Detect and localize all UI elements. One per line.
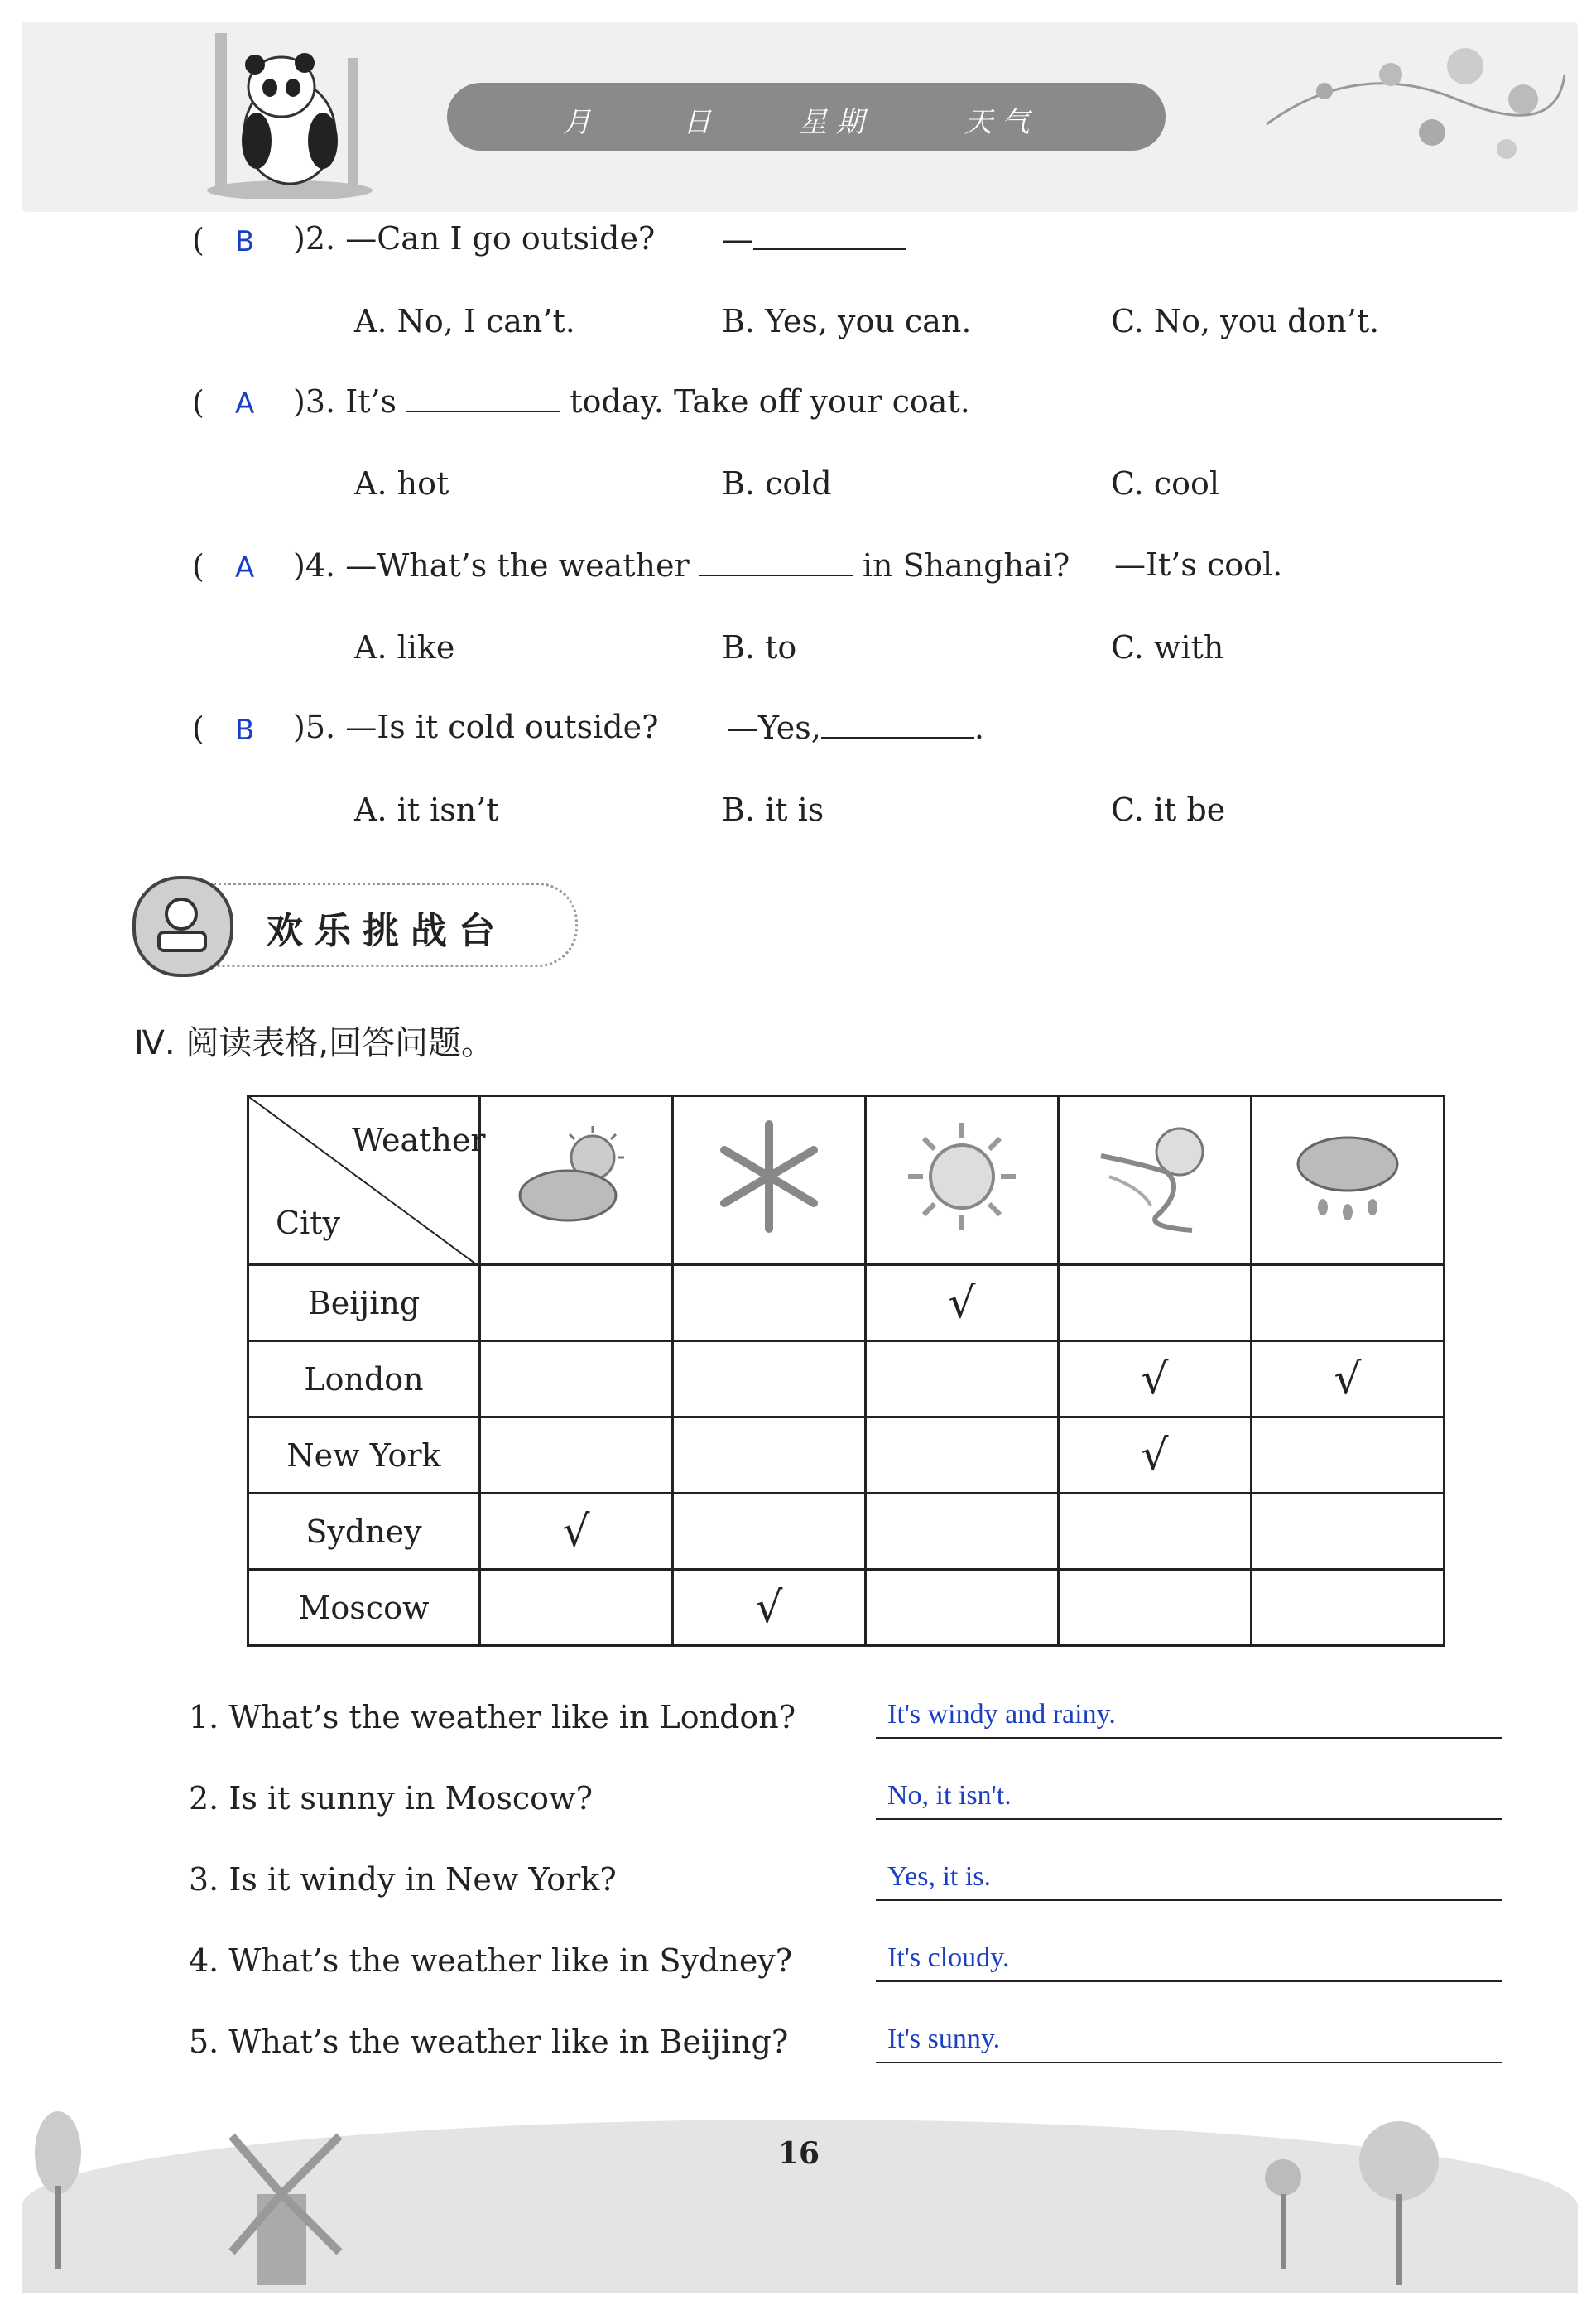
check-cell: [866, 1494, 1059, 1570]
page-number: 16: [778, 2136, 820, 2171]
answer-q5: B: [235, 714, 255, 747]
question-5-response: —Yes, .: [727, 710, 984, 746]
banner-badge: [132, 876, 233, 977]
weather-table: [247, 1095, 1445, 1647]
q3-option-a: A. hot: [354, 465, 449, 502]
q5-option-b: B. it is: [722, 792, 824, 828]
reading-question: 1. What’s the weather like in London?: [189, 1699, 796, 1735]
q3-option-c: C. cool: [1111, 465, 1220, 502]
answer-paren: (: [192, 710, 204, 747]
check-cell: [866, 1341, 1059, 1417]
check-cell: [1059, 1494, 1252, 1570]
q4-option-b: B. to: [722, 629, 797, 666]
question-4-response: —It’s cool.: [1114, 546, 1283, 583]
answer-q2: B: [235, 225, 255, 258]
table-row: [248, 1417, 1445, 1494]
answer-paren: (: [192, 548, 204, 585]
check-cell: [480, 1417, 673, 1494]
city-cell: Sydney: [248, 1494, 480, 1570]
check-cell: [673, 1265, 866, 1341]
q4-option-c: C. with: [1111, 629, 1224, 666]
check-cell: [673, 1417, 866, 1494]
weather-label: 天 气: [964, 106, 1030, 139]
corner-city-label: City: [276, 1205, 340, 1241]
reading-answer: It's windy and rainy.: [887, 1699, 1116, 1730]
footer-illustration: [33, 2103, 1565, 2293]
month-label: 月: [563, 106, 591, 139]
date-weather-bar: [447, 83, 1166, 151]
check-cell: √: [480, 1494, 673, 1570]
reading-question: 4. What’s the weather like in Sydney?: [189, 1942, 793, 1979]
snowflake-icon: [673, 1096, 866, 1265]
wind-icon: [1059, 1096, 1252, 1265]
reading-answer: It's sunny.: [887, 2024, 1001, 2054]
reading-question: 5. What’s the weather like in Beijing?: [189, 2024, 789, 2060]
check-cell: √: [1059, 1341, 1252, 1417]
cloudy-sun-icon: [480, 1096, 673, 1265]
table-corner-cell: [248, 1096, 486, 1265]
check-cell: [1252, 1265, 1445, 1341]
q2-option-c: C. No, you don’t.: [1111, 303, 1380, 339]
question-5-stem: )5. —Is it cold outside?: [293, 709, 659, 745]
check-cell: [673, 1341, 866, 1417]
answer-paren: (: [192, 384, 204, 421]
answer-q4: A: [235, 551, 255, 585]
answer-line: [876, 2062, 1502, 2063]
rain-cloud-icon: [1252, 1096, 1445, 1265]
day-label: 日: [683, 106, 711, 139]
reading-answer: Yes, it is.: [887, 1861, 992, 1892]
flower-decoration: [1258, 25, 1573, 182]
check-cell: [1059, 1570, 1252, 1646]
answer-paren: (: [192, 222, 204, 258]
question-3-stem: )3. It’s today. Take off your coat.: [293, 383, 970, 420]
answer-line: [876, 1737, 1502, 1739]
check-cell: √: [1059, 1417, 1252, 1494]
check-cell: √: [1252, 1341, 1445, 1417]
q3-option-b: B. cold: [722, 465, 832, 502]
student-icon: [136, 879, 230, 974]
table-row: [248, 1494, 1445, 1570]
reading-answer: It's cloudy.: [887, 1942, 1010, 1973]
check-cell: [1252, 1417, 1445, 1494]
q4-option-a: A. like: [354, 629, 455, 666]
check-cell: [480, 1341, 673, 1417]
check-cell: [480, 1265, 673, 1341]
section-title: Ⅳ. 阅读表格,回答问题。: [134, 1024, 495, 1062]
sun-icon: [866, 1096, 1059, 1265]
city-cell: Beijing: [248, 1265, 480, 1341]
check-cell: [1059, 1265, 1252, 1341]
check-cell: [480, 1570, 673, 1646]
question-2-stem: )2. —Can I go outside?: [293, 220, 656, 257]
answer-line: [876, 1899, 1502, 1901]
check-cell: [1252, 1570, 1445, 1646]
reading-question: 3. Is it windy in New York?: [189, 1861, 617, 1898]
city-cell: London: [248, 1341, 480, 1417]
table-row: [248, 1265, 1445, 1341]
q5-option-a: A. it isn’t: [354, 792, 499, 828]
panda-illustration: [199, 25, 389, 199]
city-cell: New York: [248, 1417, 480, 1494]
answer-line: [876, 1818, 1502, 1820]
check-cell: √: [673, 1570, 866, 1646]
banner-title: 欢乐挑战台: [267, 910, 507, 952]
check-cell: [866, 1417, 1059, 1494]
answer-line: [876, 1980, 1502, 1982]
reading-answer: No, it isn't.: [887, 1780, 1012, 1811]
corner-weather-label: Weather: [352, 1122, 486, 1158]
answer-q3: A: [235, 387, 255, 421]
question-4-stem: )4. —What’s the weather in Shanghai?: [293, 547, 1070, 584]
q2-option-b: B. Yes, you can.: [722, 303, 972, 339]
q5-option-c: C. it be: [1111, 792, 1226, 828]
check-cell: [1252, 1494, 1445, 1570]
question-2-response: —: [722, 220, 906, 257]
table-row: [248, 1570, 1445, 1646]
q2-option-a: A. No, I can’t.: [354, 303, 575, 339]
check-cell: [866, 1570, 1059, 1646]
check-cell: √: [866, 1265, 1059, 1341]
check-cell: [673, 1494, 866, 1570]
city-cell: Moscow: [248, 1570, 480, 1646]
weekday-label: 星 期: [799, 106, 864, 139]
reading-question: 2. Is it sunny in Moscow?: [189, 1780, 593, 1817]
table-row: [248, 1341, 1445, 1417]
